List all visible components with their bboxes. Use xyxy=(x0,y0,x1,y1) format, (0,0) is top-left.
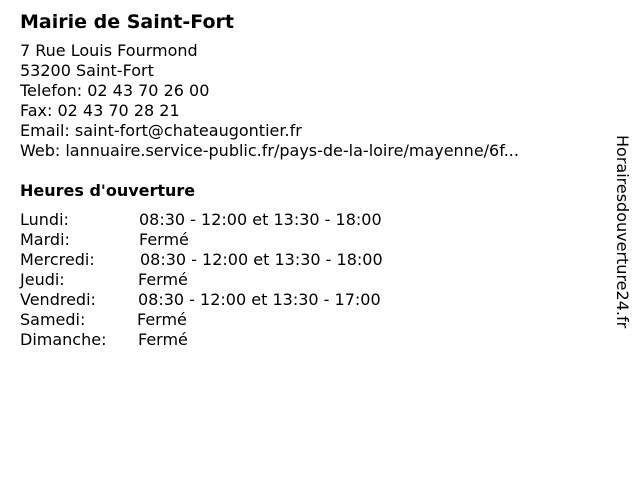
hours-row-tuesday xyxy=(20,230,600,250)
hours-row-saturday xyxy=(20,310,600,330)
hours-value: 08:30 - 12:00 et 13:30 - 18:00 xyxy=(139,210,382,229)
day-label: Jeudi: xyxy=(20,270,65,289)
hours-value: 08:30 - 12:00 et 13:30 - 18:00 xyxy=(140,250,383,269)
site-watermark: Horairesdouverture24.fr xyxy=(613,135,632,329)
day-label: Samedi: xyxy=(20,310,86,329)
day-label: Vendredi: xyxy=(20,290,96,309)
hours-row-sunday xyxy=(20,330,600,350)
phone-line: Telefon: 02 43 70 26 00 xyxy=(20,81,210,100)
hours-row-thursday xyxy=(20,270,600,290)
fax-line: Fax: 02 43 70 28 21 xyxy=(20,101,180,120)
day-label: Mercredi: xyxy=(20,250,95,269)
business-card xyxy=(20,10,600,350)
day-label: Dimanche: xyxy=(20,330,107,349)
day-label: Mardi: xyxy=(20,230,70,249)
hours-value: Fermé xyxy=(138,270,188,289)
hours-row-monday xyxy=(20,210,600,230)
address-line-street: 7 Rue Louis Fourmond xyxy=(20,41,198,60)
hours-row-friday xyxy=(20,290,600,310)
email-line: Email: saint-fort@chateaugontier.fr xyxy=(20,121,302,140)
page-title: Mairie de Saint-Fort xyxy=(20,11,234,33)
hours-value: 08:30 - 12:00 et 13:30 - 17:00 xyxy=(138,290,381,309)
opening-hours-heading: Heures d'ouverture xyxy=(20,181,196,200)
hours-row-wednesday xyxy=(20,250,600,270)
day-label: Lundi: xyxy=(20,210,69,229)
hours-value: Fermé xyxy=(137,310,187,329)
address-line-city: 53200 Saint-Fort xyxy=(20,61,154,80)
opening-hours-table xyxy=(20,210,600,350)
hours-value: Fermé xyxy=(138,330,188,349)
hours-value: Fermé xyxy=(139,230,189,249)
web-line: Web: lannuaire.service-public.fr/pays-de-la-loire/mayenne/6f... xyxy=(20,141,519,160)
